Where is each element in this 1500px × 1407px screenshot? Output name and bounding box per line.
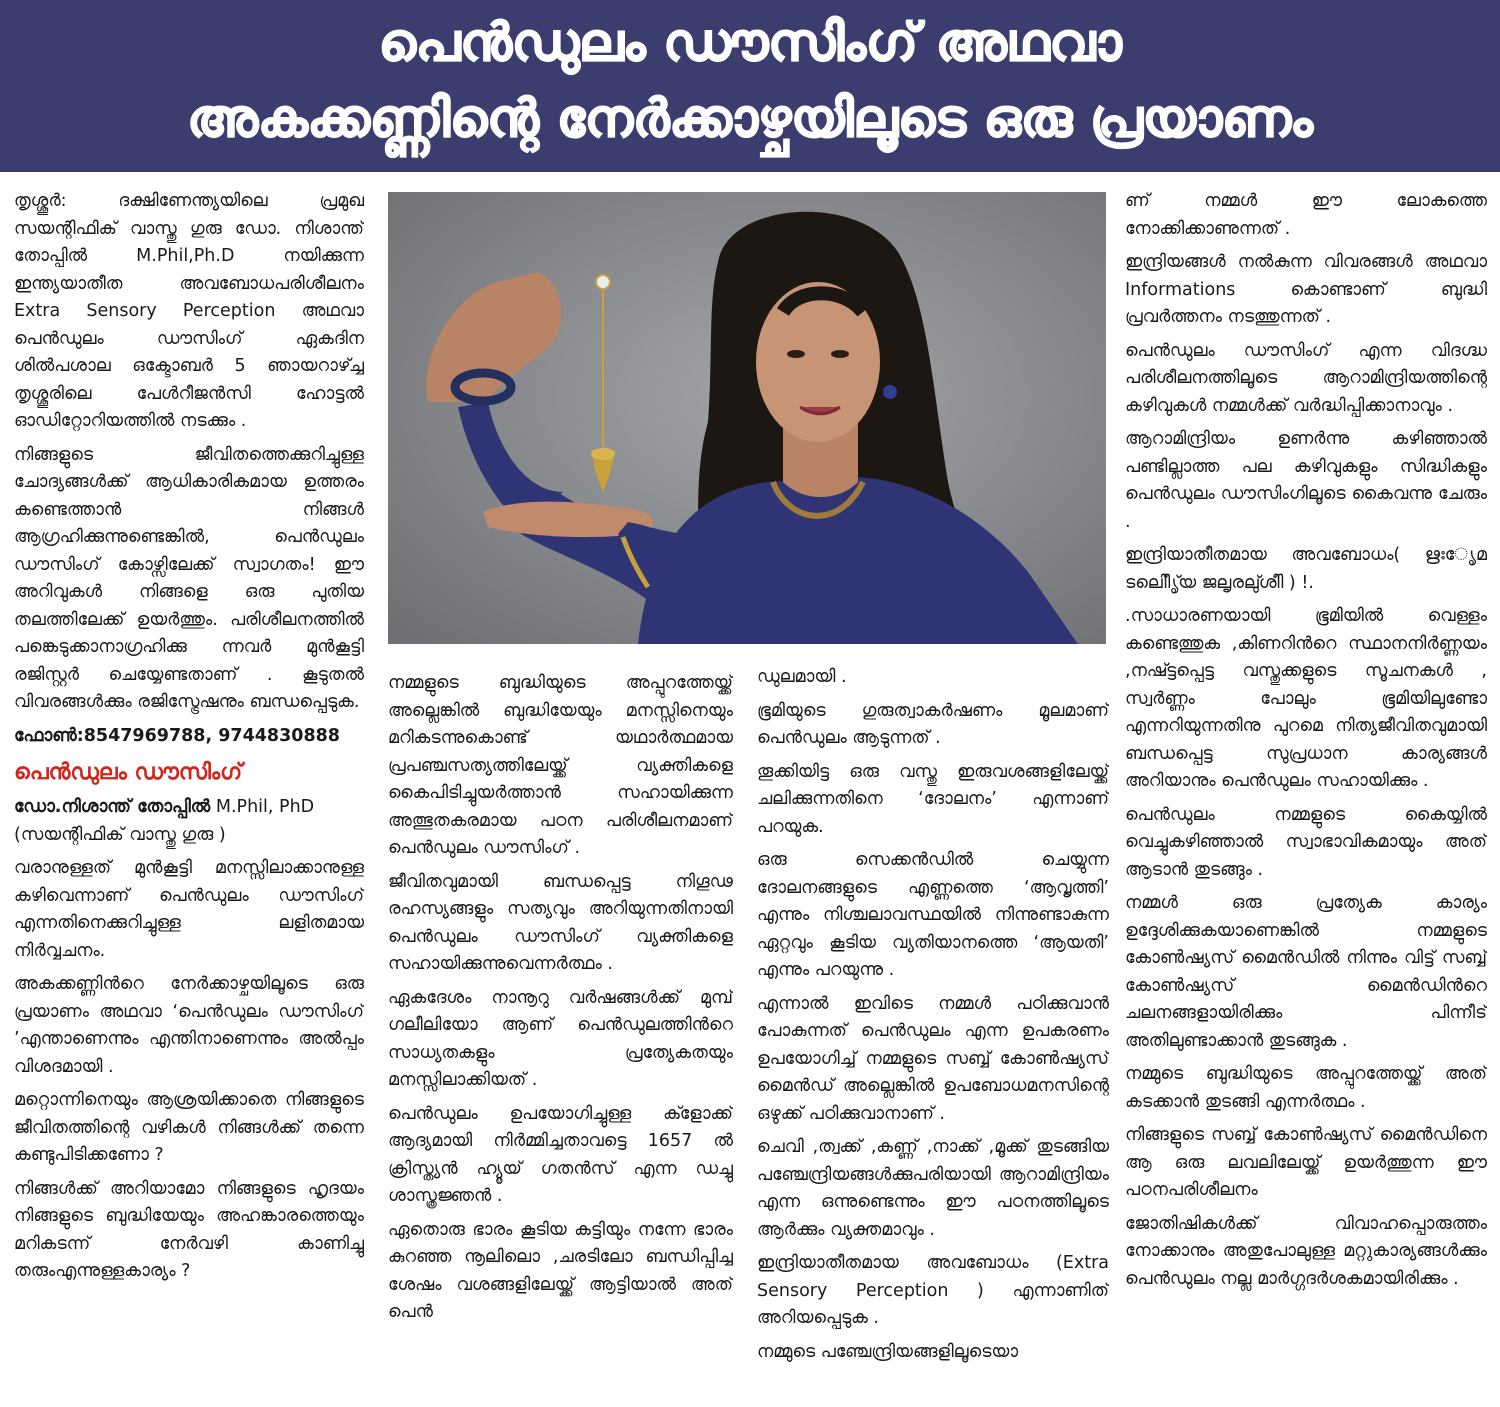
paragraph: നിങ്ങൾക്ക് അറിയാമോ നിങ്ങളുടെ ഹൃദയം നിങ്ങളുടെ ബുദ്ധിയേയും അഹങ്കാരത്തെയും മറികടന്ന് നേർവഴി കാണിച്ചു തരുംഎന്നുള്ളകാര്യം ? bbox=[14, 1178, 364, 1281]
paragraph: ഏതൊരു ഭാരം കൂടിയ കട്ടിയും നന്നേ ഭാരം കുറഞ്ഞ നൂലിലൊ ,ചരടിലോ ബന്ധിപ്പിച്ച ശേഷം വശങ്ങളിലേയ്ക്ക് ആട്ടിയാൽ അത് പെൻ bbox=[388, 1219, 733, 1322]
paragraph: ഡുലമായി . bbox=[757, 667, 847, 687]
paragraph: എന്നാൽ ഇവിടെ നമ്മൾ പഠിക്കുവാൻ പോകുന്നത് പെൻഡുലം എന്ന ഉപകരണം ഉപയോഗിച്ച് നമ്മളുടെ സബ്ബ് കോൺഷ്യസ് മൈൻഡ് അല്ലെങ്കിൽ ഉപബോധമനസിന്റെ ഒഴുക്ക് പഠിക്കുവാനാണ് . bbox=[757, 993, 1109, 1124]
paragraph: ചെവി ,ത്വക്ക് ,കണ്ണ് ,നാക്ക് ,മൂക്ക് തുടങ്ങിയ പഞ്ചേന്ദ്രിയങ്ങൾക്കുപരിയായി ആറാമിന്ദ്രിയം എന്ന ഒന്നുണ്ടെന്നും ഈ പഠനത്തിലൂടെ ആർക്കും വ്യക്തമാവും . bbox=[757, 1137, 1109, 1240]
paragraph: നിങ്ങളുടെ ജീവിതത്തെക്കുറിച്ചുള്ള ചോദ്യങ്ങൾക്ക് ആധികാരികമായ ഉത്തരം കണ്ടെത്താൻ നിങ്ങൾ ആഗ്രഹിക്കുന്നുണ്ടെങ്കിൽ, പെൻഡുലം ഡൗസിംഗ് കോഴ്സിലേക്ക് സ്വാഗതം! ഈ അറിവുകൾ നിങ്ങളെ ഒരു പുതിയ തലത്തിലേക്ക് ഉയർത്തും. പരിശീലനത്തിൽ പങ്കെടുക്കാനാഗ്രഹിക്കു ന്നവർ മുൻകൂട്ടി രജിസ്റ്റർ ചെയ്യേണ്ടതാണ് . കൂടുതൽ വിവരങ്ങൾക്കും രജിസ്ട്രേഷനും ബന്ധപ്പെടുക. bbox=[14, 444, 364, 712]
paragraph: ണ് നമ്മൾ ഈ ലോകത്തെ നോക്കിക്കാണുന്നത് . bbox=[1125, 191, 1487, 239]
column-4 bbox=[1125, 188, 1487, 1398]
paragraph: തൂക്കിയിട്ട ഒരു വസ്തു ഇരുവശങ്ങളിലേയ്ക്ക് ചലിക്കുന്നതിനെ ‘ദോലനം’ എന്നാണ് പറയുക. bbox=[757, 761, 1109, 837]
paragraph: ഇന്ദ്രിയങ്ങൾ നൽകുന്ന വിവരങ്ങൾ അഥവാ Informations കൊണ്ടാണ് ബുദ്ധി പ്രവർത്തനം നടത്തുന്നത് . bbox=[1125, 252, 1487, 327]
paragraph: ഇന്ദ്രിയാതീതമായ അവബോധം (Extra Sensory Perception ) എന്നാണിത് അറിയപ്പെടുക . bbox=[757, 1253, 1109, 1328]
author-degree: M.Phil, PhD bbox=[210, 797, 315, 817]
paragraph: പെൻഡുലം നമ്മളുടെ കൈയ്യിൽ വെച്ചുകഴിഞ്ഞാൽ സ്വാഭാവികമായും അത് ആടാൻ തുടങ്ങും . bbox=[1125, 804, 1487, 880]
paragraph: നമ്മളുടെ ബുദ്ധിയുടെ അപ്പുറത്തേയ്ക്ക് അല്ലെങ്കിൽ ബുദ്ധിയേയും മനസ്സിനെയും മറികടന്നുകൊണ്ട് യഥാർത്ഥമായ പ്രപഞ്ചസത്യത്തിലേയ്ക്ക് വ്യക്തികളെ കൈപിടിച്ചുയർത്താൻ സഹായിക്കുന്ന അത്ഭുതകരമായ പഠന പരിശീലനമാണ് പെൻഡുലം ഡൗസിംഗ് . bbox=[388, 673, 733, 858]
pendulum-photo bbox=[388, 192, 1106, 644]
paragraph: നമ്മൾ ഒരു പ്രത്യേക കാര്യം ഉദ്ദേശിക്കുകയാണെങ്കിൽ നമ്മളുടെ കോൺഷ്യസ് മൈൻഡിൽ നിന്നും വിട്ട് സബ്ബ് കോൺഷ്യസ് മൈൻഡിൻറെ ചലനങ്ങളായിരിക്കും പിന്നീട് അതിലുണ്ടാക്കാൻ തുടങ്ങുക . bbox=[1125, 893, 1487, 1051]
author-byline bbox=[14, 794, 364, 822]
column-1 bbox=[14, 188, 364, 1398]
paragraph: തൃശ്ശൂർ: ദക്ഷിണേന്ത്യയിലെ പ്രമുഖ സയന്റിഫിക് വാസ്തു ഗുരു ഡോ. നിശാന്ത് തോപ്പിൽ M.Phil,Ph.D നയിക്കുന്ന ഇന്ത്യയാതീത അവബോധപരിശീലനം Extra Sensory Perception അഥവാ പെൻഡുലം ഡൗസിംഗ് ഏകദിന ശിൽപശാല ഒക്ടോബർ 5 ഞായറാഴ്ച്ച തൃശ്ശൂരിലെ പേൾറീജൻസി ഹോട്ടൽ ഓഡിറ്റോറിയത്തിൽ നടക്കും . bbox=[14, 191, 364, 431]
headline-banner bbox=[0, 0, 1500, 172]
paragraph: .സാധാരണയായി ഭൂമിയിൽ വെള്ളം കണ്ടെത്തുക ,കിണറിൻറെ സ്ഥാനനിർണ്ണയം ,നഷ്ട്ടപ്പെട്ട വസ്തുക്കളുടെ സൂചനകൾ , സ്വർണ്ണം പോലും ഭൂമിയിലുണ്ടോ എന്നറിയുന്നതിനു പുറമെ നിത്യജീവിതവുമായി ബന്ധപ്പെട്ട സുപ്രധാന കാര്യങ്ങൾ അറിയാനും പെൻഡുലം സഹായിക്കും . bbox=[1125, 606, 1487, 791]
paragraph: ഭൂമിയുടെ ഗുരുത്വാകർഷണം മൂലമാണ് പെൻഡുലം ആടുന്നത് . bbox=[757, 700, 1109, 748]
paragraph: നമ്മുടെ പഞ്ചേന്ദ്രിയങ്ങളിലൂടെയാ bbox=[757, 1341, 1019, 1362]
paragraph: പെൻഡുലം ഉപയോഗിച്ചുള്ള ക്ളോക്ക് ആദ്യമായി നിർമ്മിച്ചതാവട്ടെ 1657 ൽ ക്രിസ്ത്യൻ ഹ്യൂയ് ഗതൻസ് എന്ന ഡച്ചു ശാസ്ത്രജ്ഞൻ . bbox=[388, 1103, 733, 1206]
phone-numbers: ഫോൺ:8547969788, 9744830888 bbox=[14, 725, 340, 746]
paragraph: ആറാമിന്ദ്രിയം ഉണർന്നു കഴിഞ്ഞാൽ പണ്ടില്ലാത്ത പല കഴിവുകളും സിദ്ധികളും പെൻഡുലം ഡൗസിംഗിലൂടെ കൈവന്നു ചേരും . bbox=[1125, 429, 1487, 532]
paragraph: നിങ്ങളുടെ സബ്ബ് കോൺഷ്യസ് മൈൻഡിനെ ആ ഒരു ലവലിലേയ്ക്ക് ഉയർത്തുന്ന ഈ പഠനപരിശീലനം bbox=[1125, 1125, 1487, 1200]
paragraph: വരാനുള്ളത് മുൻകൂട്ടി മനസ്സിലാക്കാനുള്ള കഴിവെന്നാണ് പെൻഡുലം ഡൗസിംഗ് എന്നതിനെക്കുറിച്ചുള്ള ലളിതമായ നിർവ്വചനം. bbox=[14, 858, 364, 961]
headline-line-1: പെൻഡുലം ഡൗസിംഗ് അഥവാ bbox=[378, 13, 1122, 73]
column-2 bbox=[388, 670, 733, 1398]
paragraph: മറ്റൊന്നിനെയും ആശ്രയിക്കാതെ നിങ്ങളുടെ ജീവിതത്തിന്റെ വഴികൾ നിങ്ങൾക്ക് തന്നെ കണ്ടുപിടിക്കണോ ? bbox=[14, 1090, 364, 1165]
author-name: ഡോ.നിശാന്ത് തോപ്പിൽ bbox=[14, 797, 211, 817]
paragraph: ഏകദേശം നാനൂറു വർഷങ്ങൾക്ക് മുമ്പ് ഗലീലിയോ ആണ് പെൻഡുലത്തിൻറെ സാധ്യതകളും പ്രത്യേകതയും മനസ്സിലാക്കിയത് . bbox=[388, 987, 733, 1090]
paragraph: ജോതിഷികൾക്ക് വിവാഹപ്പൊരുത്തം നോക്കാനും അതുപോലുള്ള മറ്റുകാര്യങ്ങൾക്കും പെൻഡുലം നല്ല മാർഗ്ഗദർശകമായിരിക്കും . bbox=[1125, 1213, 1487, 1289]
paragraph: ഒരു സെക്കൻഡിൽ ചെയ്യുന്ന ദോലനങ്ങളുടെ എണ്ണത്തെ ‘ആവൃത്തി’ എന്നും നിശ്ചലാവസ്ഥയിൽ നിന്നുണ്ടാകുന്ന ഏറ്റവും കൂടിയ വ്യതിയാനത്തെ ‘ആയതി’ എന്നും പറയുന്നു . bbox=[757, 850, 1109, 980]
column-3 bbox=[757, 664, 1109, 1398]
paragraph: ഇന്ദ്രിയാതീതമായ അവബോധം( ഋഃേൃമ ടലിീെൃ്യ ജലൃരലു്ശീി ) !. bbox=[1125, 545, 1487, 593]
author-title: (സയന്റിഫിക് വാസ്തു ഗുരു ) bbox=[14, 824, 226, 845]
paragraph: നമ്മുടെ ബുദ്ധിയുടെ അപ്പുറത്തേയ്ക്ക് അത് കടക്കാൻ തുടങ്ങി എന്നർത്ഥം . bbox=[1125, 1064, 1487, 1112]
woman-with-pendulum-image bbox=[388, 192, 1106, 644]
headline-line-2: അകക്കണ്ണിന്റെ നേർക്കാഴ്ചയിലൂടെ ഒരു പ്രയാണം bbox=[187, 89, 1313, 149]
paragraph: പെൻഡുലം ഡൗസിംഗ് എന്ന വിദഗ്ദ്ധ പരിശീലനത്തിലൂടെ ആറാമിന്ദ്രിയത്തിന്റെ കഴിവുകൾ നമ്മൾക്ക് വർദ്ധിപ്പിക്കാനാവും . bbox=[1125, 340, 1487, 416]
section-subhead: പെൻഡുലം ഡൗസിംഗ് bbox=[14, 760, 243, 785]
paragraph: അകക്കണ്ണിൻറെ നേർക്കാഴ്ചയിലൂടെ ഒരു പ്രയാണം അഥവാ ‘പെൻഡുലം ഡൗസിംഗ് ’എന്താണെന്നും എന്തിനാണെന്നും അൽപ്പം വിശദമായി . bbox=[14, 974, 364, 1077]
paragraph: ജീവിതവുമായി ബന്ധപ്പെട്ട നിഗൂഢ രഹസ്യങ്ങളും സത്യവും അറിയുന്നതിനായി പെൻഡുലം ഡൗസിംഗ് വ്യക്തികളെ സഹായിക്കുന്നുവെന്നർത്ഥം . bbox=[388, 871, 733, 974]
